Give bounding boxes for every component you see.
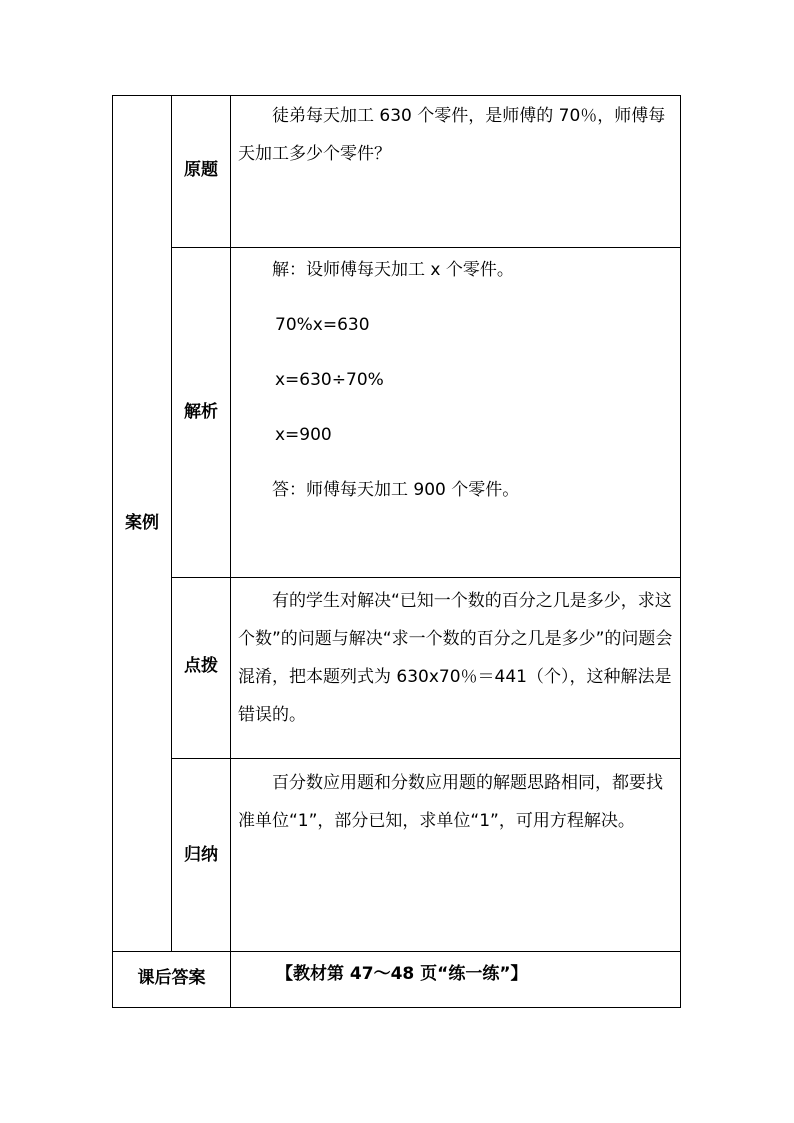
row-divider bbox=[171, 758, 681, 759]
equation-step: x=630÷70% bbox=[275, 370, 384, 390]
summary-cell bbox=[238, 764, 674, 840]
table-bottom-border bbox=[112, 1007, 681, 1008]
table-top-border bbox=[112, 95, 681, 96]
analysis-answer: 答：师傅每天加工 900 个零件。 bbox=[272, 480, 520, 500]
row-divider bbox=[112, 951, 681, 952]
summary-text: 百分数应用题和分数应用题的解题思路相同，都要找准单位“1”，部分已知，求单位“1”，可用方程解决。 bbox=[238, 773, 663, 831]
after-class-label: 课后答案 bbox=[137, 968, 206, 988]
column-divider bbox=[230, 95, 231, 1008]
equation-step: 70%x=630 bbox=[275, 315, 370, 335]
analysis-label: 解析 bbox=[184, 402, 218, 422]
analysis-cell bbox=[238, 256, 674, 504]
table-left-border bbox=[112, 95, 113, 1008]
hint-label: 点拨 bbox=[184, 656, 218, 676]
row-divider bbox=[171, 247, 681, 248]
original-problem-cell bbox=[238, 97, 674, 173]
table-right-border bbox=[680, 95, 681, 1008]
summary-label: 归纳 bbox=[184, 845, 218, 865]
column-divider bbox=[171, 95, 172, 952]
original-problem-label: 原题 bbox=[184, 160, 218, 180]
hint-text: 有的学生对解决“已知一个数的百分之几是多少，求这个数”的问题与解决“求一个数的百分之几是多少”的问题会混淆，把本题列式为 630x70％＝441（个），这种解法是错误的。 bbox=[238, 591, 673, 725]
section-label: 案例 bbox=[125, 513, 159, 533]
row-divider bbox=[171, 577, 681, 578]
hint-cell bbox=[238, 582, 674, 734]
after-class-text: 【教材第 47～48 页“练一练”】 bbox=[276, 964, 528, 984]
original-problem-text: 徒弟每天加工 630 个零件，是师傅的 70％，师傅每天加工多少个零件？ bbox=[238, 106, 666, 164]
analysis-intro: 解：设师傅每天加工 x 个零件。 bbox=[272, 260, 514, 280]
equation-step: x=900 bbox=[275, 425, 332, 445]
